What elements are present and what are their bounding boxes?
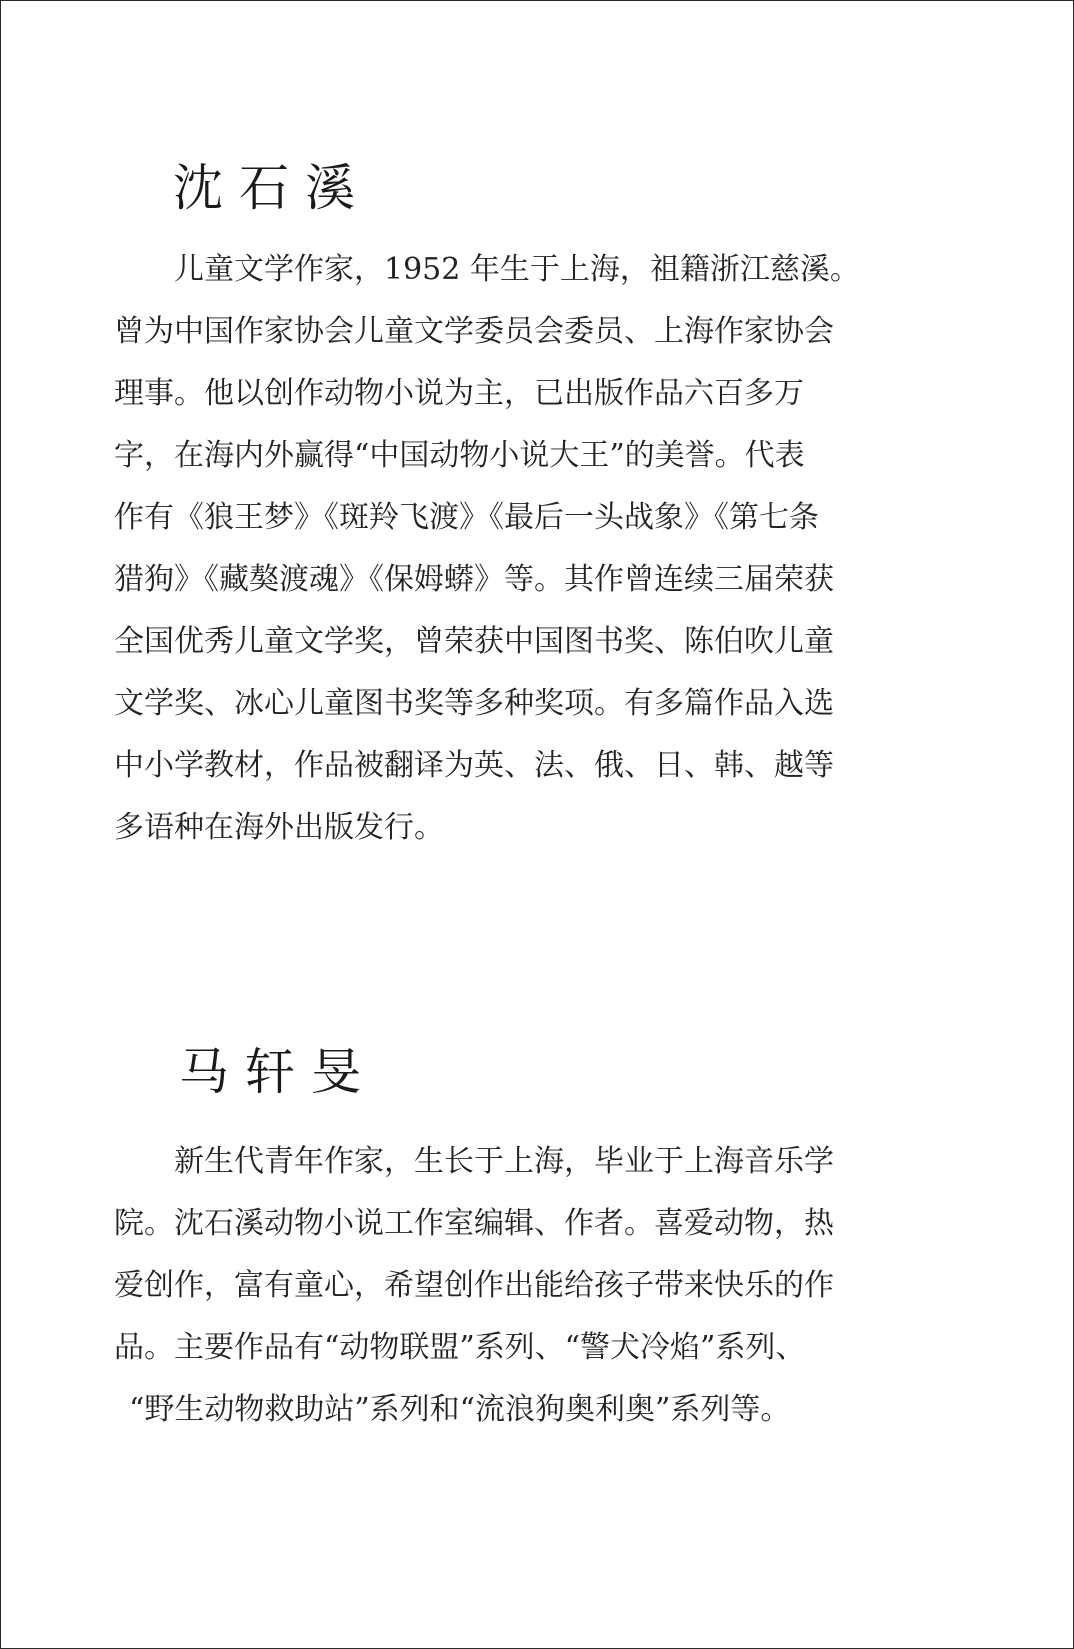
bio-line: 中小学教材，作品被翻译为英、法、俄、日、韩、越等 — [114, 748, 834, 783]
bio-line: 新生代青年作家，生长于上海，毕业于上海音乐学 — [174, 1144, 834, 1179]
bio-line: 儿童文学作家，1952 年生于上海，祖籍浙江慈溪。 — [174, 252, 860, 287]
bio-line: 爱创作，富有童心，希望创作出能给孩子带来快乐的作 — [114, 1268, 834, 1303]
bio-line: 猎狗》《藏獒渡魂》《保姆蟒》等。其作曾连续三届荣获 — [114, 562, 834, 597]
bio-line: 全国优秀儿童文学奖，曾荣获中国图书奖、陈伯吹儿童 — [114, 624, 834, 659]
author-name-ma-xuanmin: 马轩旻 — [179, 1043, 377, 1101]
bio-line: 品。主要作品有“动物联盟”系列、“警犬冷焰”系列、 — [114, 1330, 806, 1365]
bio-line: 作有《狼王梦》《斑羚飞渡》《最后一头战象》《第七条 — [114, 500, 819, 535]
bio-line: 多语种在海外出版发行。 — [114, 810, 444, 845]
bio-line: 理事。他以创作动物小说为主，已出版作品六百多万 — [114, 376, 804, 411]
bio-line: 字，在海内外赢得“中国动物小说大王”的美誉。代表 — [114, 438, 805, 473]
author-bio-ma-xuanmin — [114, 1131, 922, 1441]
bio-line: 院。沈石溪动物小说工作室编辑、作者。喜爱动物，热 — [114, 1206, 834, 1241]
bio-line: 文学奖、冰心儿童图书奖等多种奖项。有多篇作品入选 — [114, 686, 834, 721]
author-name-shen-shixi: 沈石溪 — [173, 159, 371, 217]
author-bio-shen-shixi — [114, 239, 922, 859]
bio-line: 曾为中国作家协会儿童文学委员会委员、上海作家协会 — [114, 314, 834, 349]
bio-line: “野生动物救助站”系列和“流浪狗奥利奥”系列等。 — [129, 1392, 791, 1427]
